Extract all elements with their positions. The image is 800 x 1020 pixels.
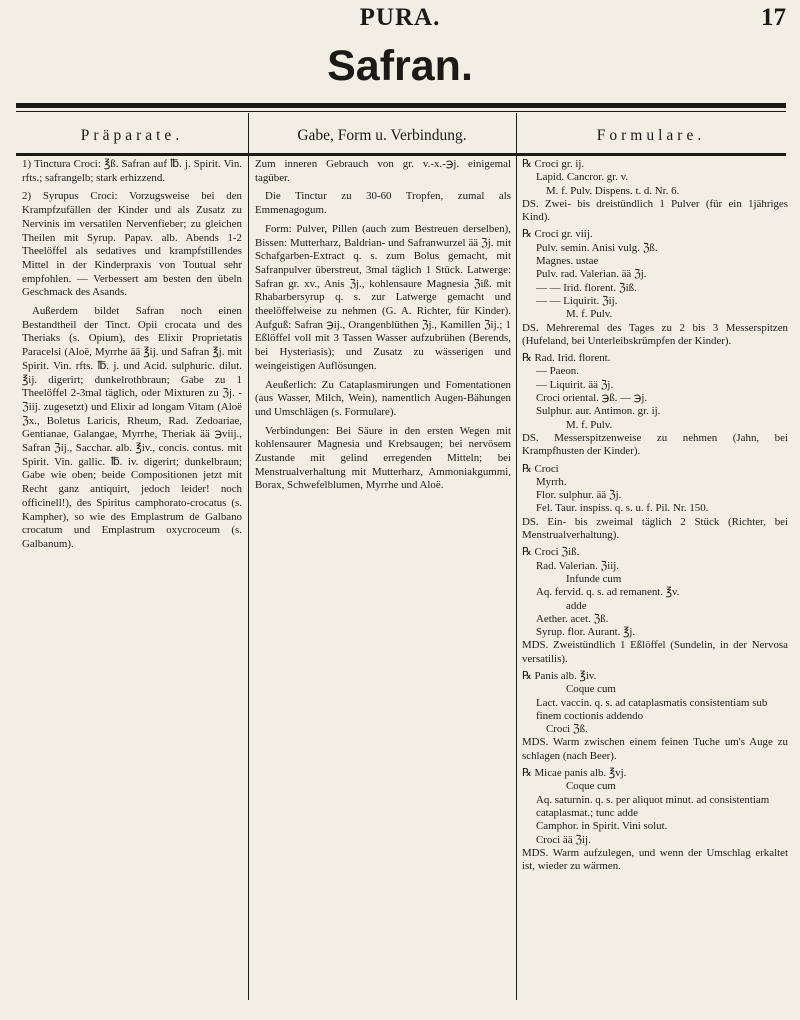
formula-5 xyxy=(522,546,788,666)
preparation-compositions: Außerdem bildet Safran noch einen Bestandtheil der Tinct. Opii crocata und des Theriaks (s. Opium), des Elixir Proprietatis Paracelsi (Aloë, Myrrhe ää ℥ij. und Safran ℥j. mit Spirit. Vin. rfts. ℔. j. und Acid. sulphuric. dilut. ℥ij. digerirt; dunkelrothbraun; Gabe zu 1 Theelöffel 2-3mal täglich, oder Mixturen zu ℨj. - ℨiij. zugesetzt) und Elixir ad longam Vitam (Aloë ℨx., Boletus Laricis, Rheum, Rad. Zedoariae, Gentianae, Galangae, Myrrhe, Theriak ää ℈viij., Safran ℨij., Sacchar. alb. ℥iv., concis. contus. mit Spirit. Vin. gallic. ℔. iv. digerirt; dunkelbraun; Gabe wie oben; beide Compositionen jetzt mit Recht ganz antiquirt, jedoch leider! noch officinell!), des Spiritus camphorato-crocatus (s. Kampher), so wie des Emplastrum de Galbano crocatum und Emplastrum oxycroceum (s. Galbanum). xyxy=(22,305,242,550)
formula-line: — — Liquirit. ℨij. xyxy=(536,294,618,307)
formula-line: Lapid. Cancror. gr. v. xyxy=(536,171,629,184)
formula-line: Fel. Taur. inspiss. q. s. u. f. Pil. Nr. 150. xyxy=(536,502,709,515)
formula-line: Coque cum xyxy=(566,780,616,793)
formula-line: Myrrh. xyxy=(536,475,567,488)
dosage-combinations: Verbindungen: Bei Säure in den ersten Wegen mit kohlensaurer Magnesia und Krebsaugen; bei nervösem Zustande mit gelind erregenden Mitteln; bei Menstrualverhaltung mit Mutterharz, Ammoniakgummi, Borax, Schwefelblumen, Myrrhe und Aloë. xyxy=(255,424,511,492)
formula-signature: MDS. Warm zwischen einem feinen Tuche um's Auge zu schlagen (nach Beer). xyxy=(522,736,788,762)
dosage-internal: Zum inneren Gebrauch von gr. v.-x.-℈j. einigemal tagüber. xyxy=(255,158,511,184)
formula-line: Croci oriental. ℈ß. — ℈j. xyxy=(536,392,648,405)
column-header-gabe: Gabe, Form u. Verbindung. xyxy=(297,127,467,144)
formula-signature: MDS. Warm aufzulegen, und wenn der Umschlag erkaltet ist, wieder zu wärmen. xyxy=(522,846,788,873)
formula-line: ℞ Rad. Irid. florent. xyxy=(522,352,611,365)
chapter-title: Safran. xyxy=(327,42,473,90)
formula-line: M. f. Pulv. xyxy=(566,418,613,431)
formula-line: — Liquirit. ää ℨj. xyxy=(536,378,614,391)
formula-line: ℞ Croci gr. viij. xyxy=(522,228,593,241)
formula-line: ℞ Croci xyxy=(522,462,559,475)
page-number: 17 xyxy=(761,4,786,31)
formula-line: Pulv. rad. Valerian. ää ℨj. xyxy=(536,268,647,281)
formula-line: Syrup. flor. Aurant. ℥j. xyxy=(536,626,636,639)
formula-line: Aq. saturnin. q. s. per aliquot minut. ad consistentiam cataplasmat.; tunc adde xyxy=(536,793,770,819)
formula-signature: DS. Messerspitzenweise zu nehmen (Jahn, bei Krampfhusten der Kinder). xyxy=(522,431,788,458)
formula-line: adde xyxy=(566,599,587,612)
formula-line: Rad. Valerian. ℨiij. xyxy=(536,559,620,572)
dosage-tincture: Die Tinctur zu 30-60 Tropfen, zumal als Emmenagogum. xyxy=(255,190,511,217)
formula-1 xyxy=(522,158,788,224)
double-rule-thin xyxy=(16,111,786,112)
running-title: PURA. xyxy=(359,4,441,31)
double-rule-thick xyxy=(16,103,786,108)
formula-line: Camphor. in Spirit. Vini solut. xyxy=(536,820,668,833)
header-rule xyxy=(16,153,786,156)
formula-line: Aq. fervid. q. s. ad remanent. ℥v. xyxy=(536,586,680,599)
formula-signature: DS. Zwei- bis dreistündlich 1 Pulver (für ein 1jähriges Kind). xyxy=(522,197,788,224)
formula-line: — Paeon. xyxy=(536,365,579,378)
formula-line: — — Irid. florent. ℨiß. xyxy=(536,281,637,294)
dosage-forms: Form: Pulver, Pillen (auch zum Bestreuen derselben), Bissen: Mutterharz, Baldrian- und Safranwurzel ää ℨj. mit Schafgarben-Extract q. s. zum Bolus gemacht, mit Safranpulver überstreut, 3mal täglich 1 Stück. Latwerge: Safran gr. xv., Anis ℨj., kohlensaure Magnesia ℨiß. mit Rhabarbersyrup q. s. zur Latwerge gemacht und theelöffelweise zu nehmen (G. A. Richter, für Kinder). Aufguß: Safran ℈ij., Orangenblüthen ℨj., Kamillen ℨij.; 1 Eßlöffel voll mit 3 Tassen Wasser aufzubrühen (Berends, bei Hysteriasis); und Zusatz zu wässerigen und weingeistigen Auflösungen. xyxy=(255,222,511,372)
formula-line: Infunde cum xyxy=(566,572,622,585)
column-praeparate xyxy=(22,158,242,552)
formula-line: ℞ Panis alb. ℥iv. xyxy=(522,669,597,682)
formula-line: Magnes. ustae xyxy=(536,255,599,268)
formula-line: Aether. acet. ℨß. xyxy=(536,612,609,625)
column-header-formulare: Formulare. xyxy=(596,127,706,144)
formula-3 xyxy=(522,352,788,458)
formula-6 xyxy=(522,670,788,763)
column-divider-left xyxy=(248,113,249,1000)
formula-line: ℞ Croci ℨiß. xyxy=(522,546,580,559)
formula-signature: MDS. Zweistündlich 1 Eßlöffel (Sundelin, in der Nervosa versatilis). xyxy=(522,639,788,665)
formula-line: M. f. Pulv. xyxy=(566,308,613,321)
formula-4 xyxy=(522,463,788,543)
formula-line: Croci ää ℨij. xyxy=(536,833,591,846)
formula-line: ℞ Croci gr. ij. xyxy=(522,158,585,170)
column-formulare xyxy=(522,158,788,873)
formula-line: Coque cum xyxy=(566,683,616,696)
running-head xyxy=(0,2,800,36)
column-gabe xyxy=(255,158,511,493)
formula-2 xyxy=(522,228,788,348)
preparation-tinctura-croci: 1) Tinctura Croci: ℥ß. Safran auf ℔. j. Spirit. Vin. rfts.; safrangelb; stark erhizzend. xyxy=(22,158,242,184)
formula-line: Flor. sulphur. ää ℨj. xyxy=(536,489,622,502)
formula-line: Sulphur. aur. Antimon. gr. ij. xyxy=(536,405,661,418)
formula-7 xyxy=(522,767,788,873)
formula-signature: DS. Mehreremal des Tages zu 2 bis 3 Messerspitzen (Hufeland, bei Unterleibskrümpfen der Kinder). xyxy=(522,321,788,347)
dosage-external: Aeußerlich: Zu Cataplasmirungen und Fomentationen (aus Wasser, Milch, Wein), namentlich Augen-Bähungen und Umschlägen (s. Formulare). xyxy=(255,378,511,418)
formula-signature: DS. Ein- bis zweimal täglich 2 Stück (Richter, bei Menstrualverhaltung). xyxy=(522,515,788,542)
formula-line: M. f. Pulv. Dispens. t. d. Nr. 6. xyxy=(546,184,680,197)
preparation-syrupus-croci: 2) Syrupus Croci: Vorzugsweise bei den Krampfzufällen der Kinder und als Zusatz zu Nervinis im versatilen Nervenfieber; zu gleichen Theilen mit Syrup. Papav. alb. Abends 1-2 Theelöffel als sedatives und krampfstillendes Mittel in der Kinderpraxis von Toutual sehr empfohlen. — Verbessert am besten den übeln Geschmack des Asands. xyxy=(22,190,242,299)
formula-line: ℞ Micae panis alb. ℥vj. xyxy=(522,767,627,780)
column-header-praeparate: Präparate. xyxy=(80,127,184,144)
column-divider-right xyxy=(516,113,517,1000)
formula-line: Lact. vaccin. q. s. ad cataplasmatis consistentiam sub finem coctionis addendo xyxy=(536,696,768,722)
formula-line: Pulv. semin. Anisi vulg. ℨß. xyxy=(536,241,658,254)
formula-line: Croci ℨß. xyxy=(546,723,588,736)
